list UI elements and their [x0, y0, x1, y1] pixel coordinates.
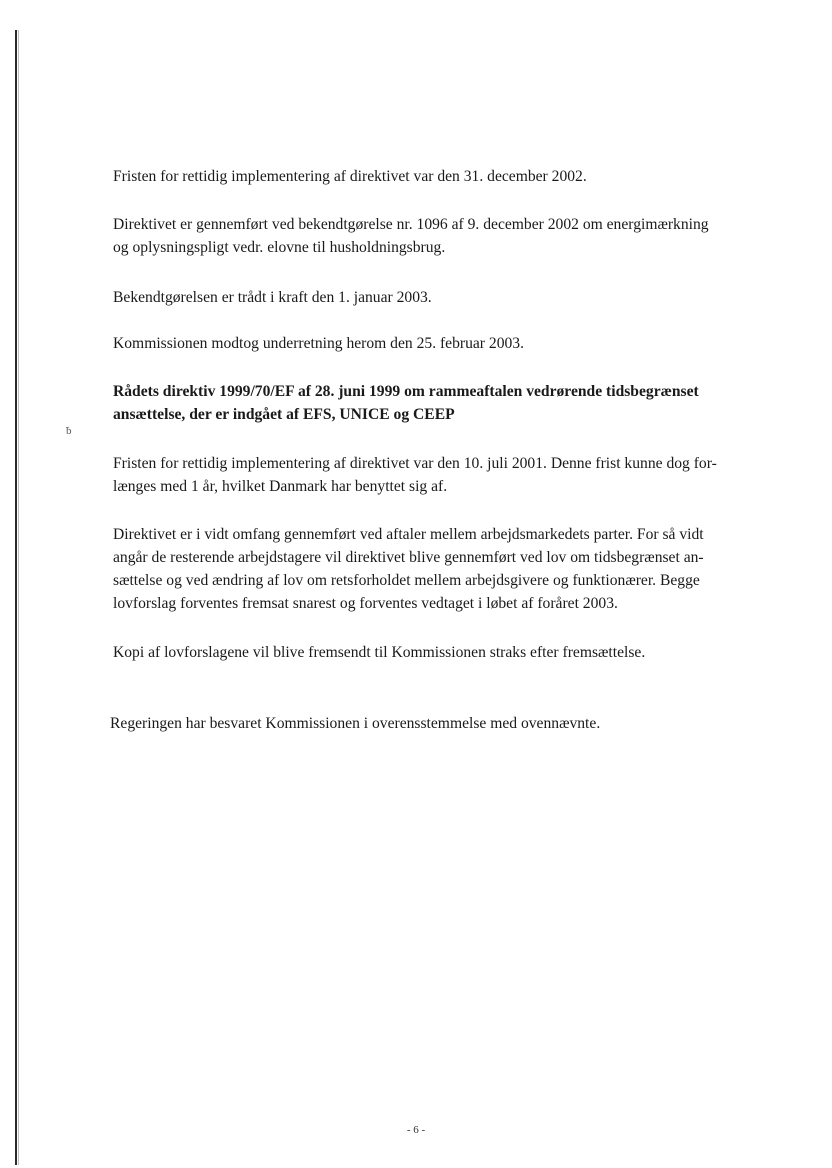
scan-mark: ƀ	[66, 425, 72, 437]
text-line: Fristen for rettidig implementering af direktivet var den 10. juli 2001. Denne frist kunne dog for-	[113, 455, 717, 472]
text-line: og oplysningspligt vedr. elovne til husholdningsbrug.	[113, 239, 446, 256]
text-line: Kopi af lovforslagene vil blive fremsendt til Kommissionen straks efter fremsættelse.	[113, 644, 646, 661]
text-line: Direktivet er i vidt omfang gennemført ved aftaler mellem arbejdsmarkedets parter. For så vidt	[113, 526, 704, 543]
paragraph-labour-agreements	[113, 523, 704, 615]
paragraph-implementation-energy	[113, 213, 709, 259]
paragraph-deadline-2002	[113, 165, 587, 188]
text-line: Regeringen har besvaret Kommissionen i overensstemmelse med ovennævnte.	[110, 715, 601, 732]
paragraph-deadline-2001	[113, 452, 717, 498]
text-line: Bekendtgørelsen er trådt i kraft den 1. januar 2003.	[113, 289, 432, 306]
page-number: - 6 -	[406, 1124, 426, 1136]
scan-edge-shadow	[18, 30, 19, 1165]
text-line: angår de resterende arbejdstagere vil direktivet blive gennemført ved lov om tidsbegrænset an-	[113, 549, 704, 566]
text-line: Direktivet er gennemført ved bekendtgørelse nr. 1096 af 9. december 2002 om energimærkning	[113, 216, 709, 233]
text-line: længes med 1 år, hvilket Danmark har benyttet sig af.	[113, 478, 448, 495]
heading-line: ansættelse, der er indgået af EFS, UNICE og CEEP	[113, 406, 455, 423]
text-line: Fristen for rettidig implementering af direktivet var den 31. december 2002.	[113, 168, 587, 185]
text-line: sættelse og ved ændring af lov om retsforholdet mellem arbejdsgivere og funktionærer. Begge	[113, 572, 700, 589]
paragraph-government-reply	[110, 712, 600, 735]
text-line: lovforslag forventes fremsat snarest og forventes vedtaget i løbet af foråret 2003.	[113, 595, 618, 612]
paragraph-bill-copy	[113, 641, 645, 664]
text-line: Kommissionen modtog underretning herom den 25. februar 2003.	[113, 335, 524, 352]
paragraph-notification	[113, 332, 524, 355]
heading-line: Rådets direktiv 1999/70/EF af 28. juni 1999 om rammeaftalen vedrørende tidsbegrænset	[113, 383, 699, 400]
scan-edge-line	[15, 30, 17, 1165]
section-heading-directive	[113, 380, 699, 426]
paragraph-in-force	[113, 286, 432, 309]
